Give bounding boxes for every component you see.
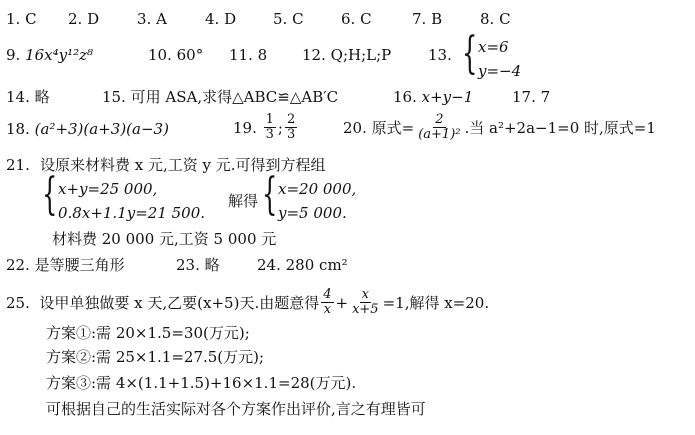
q21-conclusion: 材料费 20 000 元,工资 5 000 元	[52, 230, 277, 248]
q11-number: 11.	[229, 46, 253, 64]
q20-numerator: 2	[435, 112, 444, 127]
q25-number: 25.	[6, 293, 30, 312]
q19-number: 19.	[233, 118, 257, 137]
q21-solution-brace: {	[262, 169, 278, 220]
q7-answer: B	[431, 10, 443, 28]
q25-conclusion: 可根据自己的生活实际对各个方案作出评价,言之有理皆可	[46, 400, 426, 418]
q17	[512, 88, 550, 106]
q8	[480, 10, 511, 28]
q20-suffix: .当 a²+2a−1=0 时,原式=1	[464, 118, 656, 137]
q17-answer: 7	[540, 88, 551, 106]
q20-number: 20.	[343, 118, 367, 137]
q21-eq2: 0.8x+1.1y=21 500.	[58, 204, 206, 222]
q1-answer: C	[25, 10, 37, 28]
q13-number: 13.	[428, 46, 452, 64]
q24	[257, 256, 348, 274]
q16-number: 16.	[393, 88, 417, 106]
q19-f2-denominator: 3	[286, 127, 296, 142]
q14	[6, 88, 50, 106]
q16-answer: x+y−1	[421, 88, 474, 106]
q10-number: 10.	[148, 46, 172, 64]
q19-f1-denominator: 3	[265, 127, 274, 142]
q25-fraction-2	[350, 288, 381, 317]
q25-plan1: 方案①:需 20×1.5=30(万元);	[46, 324, 250, 342]
q21-sol1: x=20 000,	[278, 180, 357, 198]
q25-plus: +	[335, 293, 349, 312]
q7-number: 7.	[412, 10, 427, 28]
q4-number: 4.	[205, 10, 220, 28]
q13-brace: {	[462, 28, 478, 79]
q25-f2-numerator: x	[361, 287, 369, 302]
q9	[6, 46, 93, 64]
q15	[102, 88, 338, 106]
q13-line2: y=−4	[478, 62, 522, 80]
q12-number: 12.	[302, 46, 326, 64]
q21-system-brace: {	[42, 169, 58, 220]
q1-number: 1.	[6, 10, 21, 28]
q5-answer: C	[292, 10, 304, 28]
q10-answer: 60°	[176, 46, 204, 64]
q3-answer: A	[156, 10, 167, 28]
q22-answer: 是等腰三角形	[34, 256, 125, 274]
q25-fraction-1	[321, 288, 333, 317]
q21-number: 21.	[6, 156, 30, 174]
q16	[393, 88, 473, 106]
q18-number: 18.	[6, 120, 30, 138]
q4	[205, 10, 236, 28]
q8-answer: C	[499, 10, 511, 28]
q1	[6, 10, 37, 28]
q21-sol2: y=5 000.	[278, 204, 347, 222]
q19-fraction-2	[285, 113, 297, 142]
q11	[229, 46, 267, 64]
q23-answer: 略	[204, 256, 220, 274]
q24-number: 24.	[257, 256, 281, 274]
q21-solve-label: 解得	[228, 192, 259, 210]
q24-answer: 280 cm²	[285, 256, 348, 274]
q23-number: 23.	[176, 256, 200, 274]
q21-eq1: x+y=25 000,	[58, 180, 158, 198]
q6	[341, 10, 372, 28]
q17-number: 17.	[512, 88, 536, 106]
q5-number: 5.	[273, 10, 288, 28]
q22	[6, 256, 125, 274]
q15-answer: 可用 ASA,求得△ABC≌△AB′C	[130, 88, 339, 106]
q25-intro: 设甲单独做要 x 天,乙要(x+5)天.由题意得	[39, 293, 320, 312]
q19	[233, 113, 299, 142]
q19-f2-numerator: 2	[286, 112, 296, 127]
q14-answer: 略	[34, 88, 50, 106]
q12	[302, 46, 391, 64]
q3-number: 3.	[137, 10, 152, 28]
q11-answer: 8	[257, 46, 268, 64]
q20-fraction	[416, 113, 462, 142]
q25-f1-denominator: x	[323, 302, 332, 317]
q5	[273, 10, 304, 28]
q25-f1-numerator: 4	[323, 287, 332, 302]
q15-number: 15.	[102, 88, 126, 106]
q25-line1	[6, 288, 489, 317]
q18	[6, 120, 169, 138]
q23	[176, 256, 220, 274]
q21-intro: 设原来材料费 x 元,工资 y 元.可得到方程组	[40, 156, 326, 174]
q20	[343, 113, 656, 142]
q20-prefix: 原式=	[371, 118, 415, 137]
q2-number: 2.	[68, 10, 83, 28]
q25-plan2: 方案②:需 25×1.1=27.5(万元);	[46, 348, 265, 366]
q19-separator: ;	[277, 118, 283, 137]
q2	[68, 10, 99, 28]
q2-answer: D	[87, 10, 100, 28]
q7	[412, 10, 442, 28]
q19-f1-numerator: 1	[265, 112, 274, 127]
q12-answer: Q;H;L;P	[330, 46, 392, 64]
q9-number: 9.	[6, 46, 21, 64]
q25-result: =1,解得 x=20.	[382, 293, 490, 312]
q25-plan3: 方案③:需 4×(1.1+1.5)+16×1.1=28(万元).	[46, 374, 357, 392]
q20-denominator: (a+1)²	[418, 127, 461, 142]
q14-number: 14.	[6, 88, 30, 106]
q13-line1: x=6	[478, 38, 509, 56]
q22-number: 22.	[6, 256, 30, 274]
q4-answer: D	[224, 10, 237, 28]
q6-answer: C	[360, 10, 372, 28]
q25-f2-denominator: x+5	[352, 302, 379, 317]
q3	[137, 10, 167, 28]
q6-number: 6.	[341, 10, 356, 28]
q19-fraction-1	[264, 113, 276, 142]
q10	[148, 46, 203, 64]
q18-answer: (a²+3)(a+3)(a−3)	[34, 120, 169, 138]
q8-number: 8.	[480, 10, 495, 28]
q9-answer: 16x⁴y¹²z⁸	[25, 46, 94, 64]
